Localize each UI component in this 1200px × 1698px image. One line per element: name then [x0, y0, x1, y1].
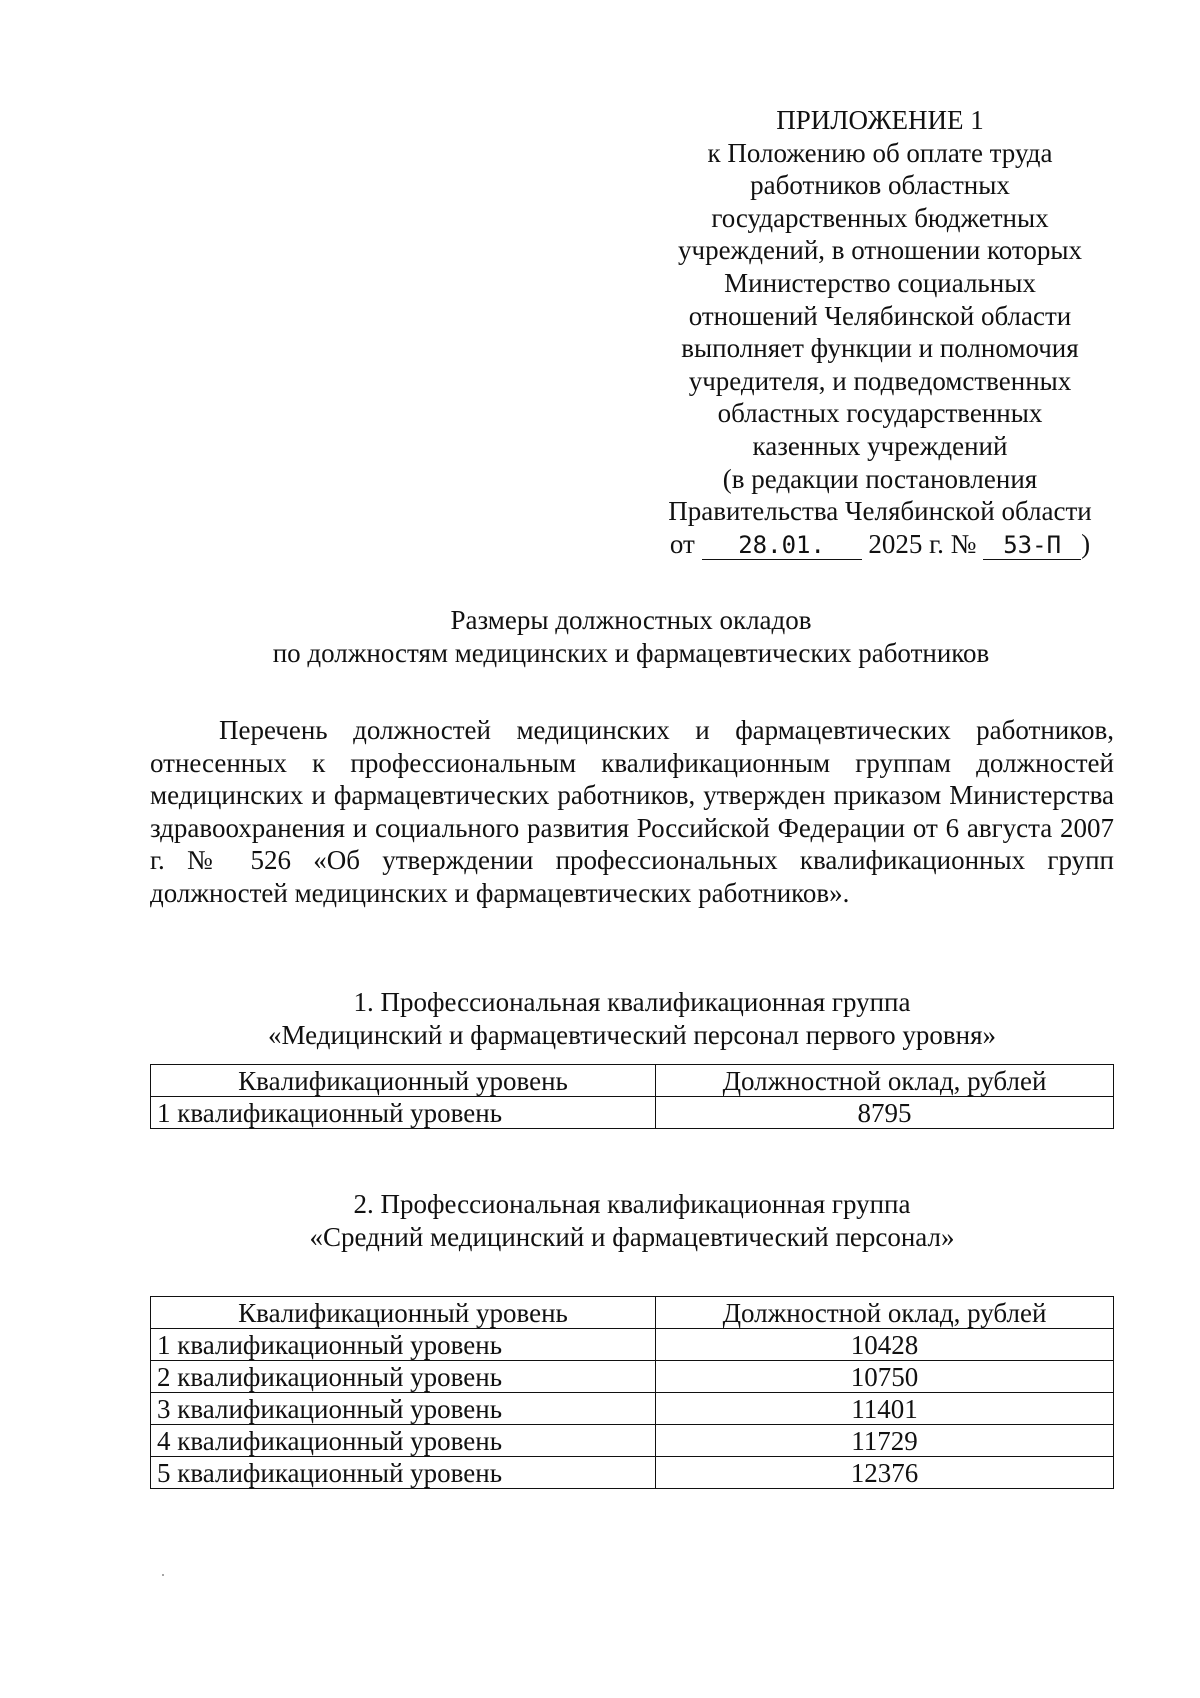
salary-cell: 10750	[656, 1361, 1114, 1393]
document-title	[150, 604, 1112, 670]
appendix-header	[640, 104, 1120, 560]
table-row	[151, 1329, 1114, 1361]
column-header: Квалификационный уровень	[151, 1065, 656, 1097]
appendix-line: (в редакции постановления	[722, 463, 1038, 494]
group-2-table	[150, 1296, 1114, 1489]
table-header-row	[151, 1065, 1114, 1097]
appendix-line: учредителя, и подведомственных	[688, 365, 1072, 396]
salary-cell: 11401	[656, 1393, 1114, 1425]
appendix-line: работников областных	[750, 170, 1010, 201]
level-cell: 5 квалификационный уровень	[151, 1457, 656, 1489]
resolution-number: 53-П	[983, 531, 1081, 560]
appendix-line: отношений Челябинской области	[688, 300, 1072, 331]
table-header-row	[151, 1297, 1114, 1329]
appendix-line: учреждений, в отношении которых	[677, 235, 1083, 266]
group-heading-line: «Средний медицинский и фармацевтический персонал»	[309, 1222, 955, 1252]
group-heading-line: «Медицинский и фармацевтический персонал первого уровня»	[267, 1020, 997, 1050]
appendix-line: выполняет функции и полномочия	[681, 333, 1079, 364]
document-title-line: Размеры должностных окладов	[450, 605, 812, 635]
appendix-line: Министерство социальных	[724, 267, 1036, 298]
table-row	[151, 1457, 1114, 1489]
closing-paren: )	[1081, 528, 1091, 559]
table-row	[151, 1393, 1114, 1425]
column-header: Должностной оклад, рублей	[656, 1297, 1114, 1329]
date-prefix: от	[669, 528, 695, 559]
level-cell: 2 квалификационный уровень	[151, 1361, 656, 1393]
column-header: Квалификационный уровень	[151, 1297, 656, 1329]
group-1-heading	[150, 986, 1114, 1052]
resolution-date-line	[640, 528, 1120, 561]
salary-cell: 11729	[656, 1425, 1114, 1457]
level-cell: 4 квалификационный уровень	[151, 1425, 656, 1457]
appendix-line: к Положению об оплате труда	[707, 137, 1053, 168]
document-title-line: по должностям медицинских и фармацевтических работников	[272, 638, 990, 668]
appendix-line: областных государственных	[717, 398, 1043, 429]
appendix-line: казенных учреждений	[752, 430, 1008, 461]
appendix-line: государственных бюджетных	[711, 202, 1049, 233]
salary-cell: 12376	[656, 1457, 1114, 1489]
level-cell: 3 квалификационный уровень	[151, 1393, 656, 1425]
table-row	[151, 1361, 1114, 1393]
column-header: Должностной оклад, рублей	[656, 1065, 1114, 1097]
resolution-year: 2025 г. №	[868, 528, 977, 559]
group-heading-line: 2. Профессиональная квалификационная группа	[353, 1189, 911, 1219]
table-row	[151, 1425, 1114, 1457]
group-heading-line: 1. Профессиональная квалификационная группа	[353, 987, 911, 1017]
appendix-title: ПРИЛОЖЕНИЕ 1	[776, 105, 984, 135]
group-2-heading	[150, 1188, 1114, 1254]
group-1-table	[150, 1064, 1114, 1129]
resolution-date: 28.01.	[702, 531, 862, 560]
scan-speck	[162, 1574, 164, 1576]
salary-cell: 8795	[656, 1097, 1114, 1129]
level-cell: 1 квалификационный уровень	[151, 1097, 656, 1129]
salary-cell: 10428	[656, 1329, 1114, 1361]
intro-paragraph: Перечень должностей медицинских и фармацевтических работников, отнесенных к профессиональным квалификационным группам должностей медицинских и фармацевтических работников, утвержден приказом Министерства здравоохранения и социального развития Российской Федерации от 6 августа 2007 г. № 526 «Об утверждении профессиональных квалификационных групп должностей медицинских и фармацевтических работников».	[150, 715, 1114, 908]
appendix-line: Правительства Челябинской области	[668, 496, 1092, 527]
level-cell: 1 квалификационный уровень	[151, 1329, 656, 1361]
table-row	[151, 1097, 1114, 1129]
